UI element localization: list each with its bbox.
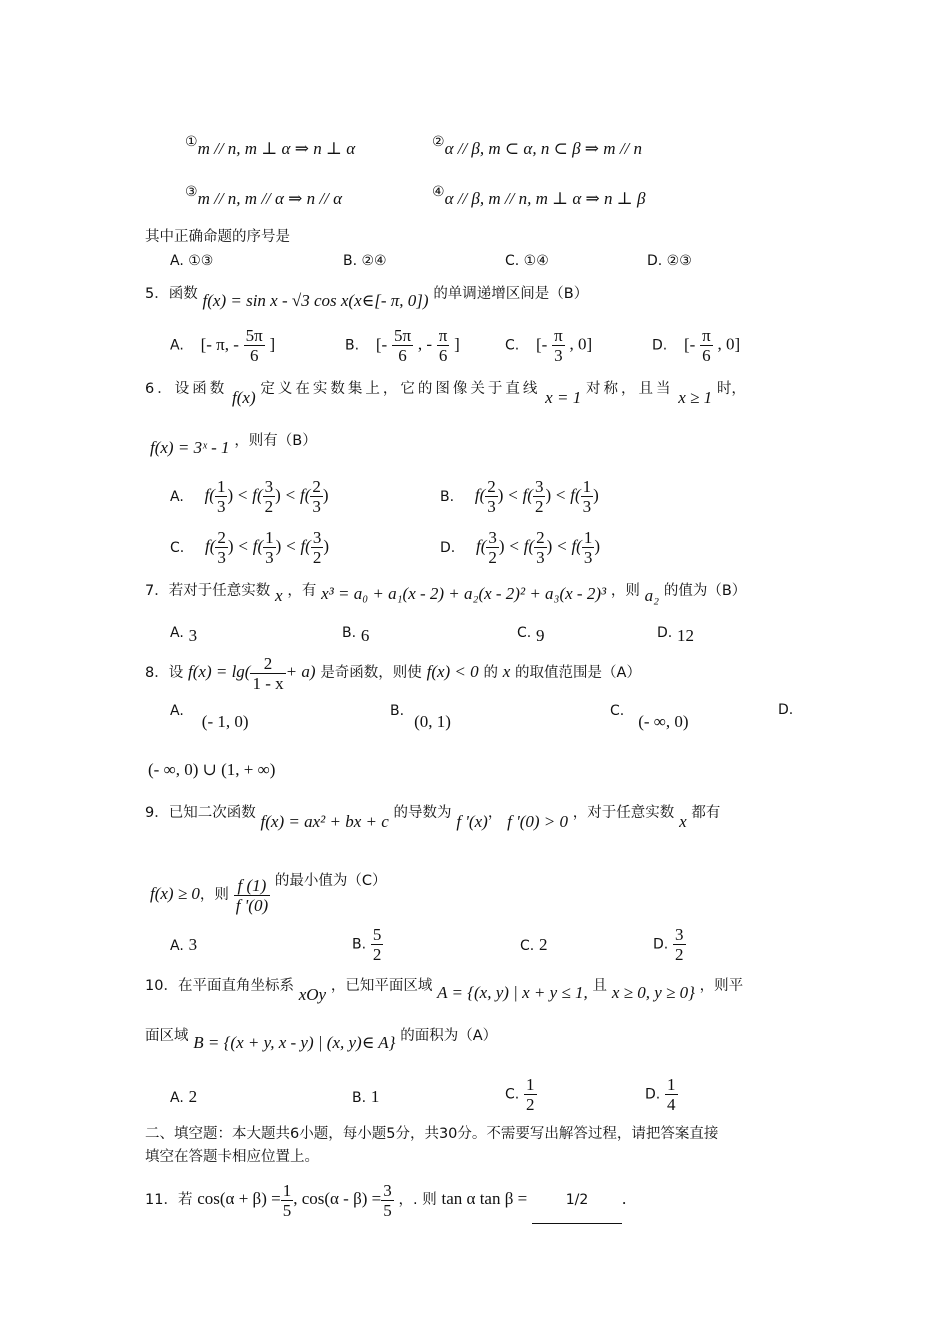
q9-d-num: 3 — [675, 925, 684, 944]
q7-option-a — [170, 622, 198, 645]
q6-d-f1: f( — [476, 536, 487, 556]
q8-label-b: B. — [390, 703, 405, 719]
q5-d-num: π — [702, 326, 711, 345]
q6-d-c1: ) — [498, 536, 505, 556]
q10-c-den: 2 — [526, 1095, 535, 1114]
q6-d-n3: 1 — [583, 528, 593, 547]
q9-expr: f(x) = ax² + bx + c — [260, 812, 389, 831]
q6-d-f3: f( — [571, 536, 582, 556]
q7-stem — [145, 580, 747, 605]
q11-dot: . — [622, 1189, 627, 1208]
q6-a-c1: ) — [227, 485, 234, 505]
q9-b-den: 2 — [372, 945, 382, 964]
q11-answer-blank: 1/2 — [532, 1177, 622, 1224]
q9-mid: 的导数为 — [393, 805, 452, 821]
q6-option-c — [170, 528, 329, 567]
q5-pre: 5．函数 — [145, 286, 198, 302]
q7-option-b — [342, 622, 370, 645]
q5-a-num: 5π — [245, 326, 263, 345]
q8-label-d: D. — [778, 702, 794, 718]
q6-c-lt1: < — [238, 536, 248, 556]
q6-pre: 6．设函数 — [145, 381, 228, 397]
q6-d-frac3 — [582, 528, 595, 567]
q6-a-frac3 — [310, 477, 323, 516]
prop-expr-2: α // β, m ⊂ α, n ⊂ β ⇒ m // n — [444, 139, 643, 158]
q9-post: 都有 — [691, 805, 721, 821]
q5-d-open: [- — [684, 334, 696, 354]
q6-x1: x = 1 — [545, 388, 582, 407]
proposition-4 — [432, 182, 646, 209]
q7-label-c: C. — [517, 625, 532, 641]
q8-value-b: (0, 1) — [414, 712, 451, 731]
prop-num-3: ③ — [185, 184, 198, 200]
q9-x: x — [679, 812, 687, 831]
q6-c-c2: ) — [275, 536, 282, 556]
q4-option-d: D. ②③ — [647, 253, 692, 269]
q8-post: 的取值范围是（A） — [515, 665, 641, 681]
q6-a-n2: 3 — [264, 477, 274, 496]
q9-value-a: 3 — [188, 935, 198, 954]
q6-c-frac1 — [215, 528, 228, 567]
q6-mid: 定义在实数集上，它的图像关于直线 — [260, 381, 541, 397]
q6-a-d3: 3 — [312, 497, 321, 516]
q6-d-n1: 3 — [488, 528, 497, 547]
q11-stem — [145, 1176, 626, 1224]
q8-xx: x — [502, 662, 511, 681]
q9-frac — [234, 876, 270, 915]
q6-d-n2: 2 — [536, 528, 545, 547]
q9-fp: f '(x) — [456, 812, 488, 831]
q6-line2 — [150, 430, 317, 457]
q9-d-frac — [673, 925, 686, 964]
q5-c-den: 3 — [554, 346, 563, 365]
q5-option-d — [652, 326, 740, 365]
q7-mid2: ，则 — [610, 583, 640, 599]
q6-a-c2: ) — [275, 485, 281, 505]
q7-label-b: B. — [342, 625, 357, 641]
q10-line2 — [145, 1025, 498, 1052]
prop-expr-3: m // n, m // α ⇒ n // α — [197, 189, 343, 208]
q8-stem — [145, 650, 641, 695]
q5-b-frac1 — [392, 326, 413, 365]
q8-frac — [250, 654, 285, 693]
q5-post: 的单调递增区间是（B） — [433, 286, 589, 302]
q5-b-den2: 6 — [438, 346, 448, 365]
q10-option-c — [505, 1075, 537, 1114]
q6-a-d2: 2 — [264, 497, 274, 516]
q6-a-f2: f( — [252, 485, 263, 505]
q10-option-a — [170, 1087, 197, 1107]
q6-c-f3: f( — [300, 536, 311, 556]
q5-option-a — [170, 326, 275, 365]
q8-pre: 8．设 — [145, 665, 184, 681]
q6-d-lt1: < — [509, 536, 519, 556]
q6-stem — [145, 378, 746, 407]
q9-mid2: ，对于任意实数 — [572, 805, 675, 821]
q6-a-f1: f( — [204, 485, 215, 505]
q6-end: 时， — [716, 381, 746, 397]
q11-pre: 11．若 — [145, 1192, 193, 1208]
q10-value-a: 2 — [188, 1087, 198, 1106]
q5-c-num: π — [554, 326, 563, 345]
q6-a-frac1 — [215, 477, 228, 516]
q6-option-b — [440, 477, 599, 516]
q7-option-d — [657, 622, 695, 645]
q9-label-a: A. — [170, 938, 184, 954]
q9-option-c — [520, 935, 548, 955]
q6-d-frac2 — [534, 528, 547, 567]
q11-n1: 1 — [282, 1180, 292, 1200]
q6-c-d3: 2 — [312, 548, 322, 567]
q5-b-num1: 5π — [393, 326, 412, 345]
q6-label-a: A. — [170, 488, 184, 505]
q10-cond: x ≥ 0, y ≥ 0} — [611, 983, 695, 1002]
q10-option-b — [352, 1087, 379, 1107]
q5-b-open: [- — [375, 334, 388, 354]
q7-x: x — [275, 586, 283, 605]
q8-expr1: f(x) = lg( — [188, 662, 251, 681]
q5-b-sep: , - — [417, 334, 432, 354]
q4-option-c: C. ①④ — [505, 253, 549, 269]
q8-expr3: f(x) < 0 — [426, 662, 479, 681]
q5-label-a: A. — [170, 337, 184, 354]
q6-b-n1: 2 — [487, 477, 496, 496]
q5-b-num2: π — [438, 326, 448, 345]
q6-b-lt2: < — [555, 485, 566, 505]
q9-value-c: 2 — [539, 935, 548, 954]
q10-l2b: 的面积为（A） — [400, 1028, 498, 1044]
q6-c-c3: ) — [323, 536, 330, 556]
q6-b-d2: 2 — [534, 497, 544, 516]
q6-fx-def: f(x) = 3ˣ - 1 — [150, 438, 230, 457]
q11-e3: tan α tan β = — [441, 1189, 528, 1208]
q9-option-a — [170, 935, 197, 955]
q6-fx: f(x) — [232, 388, 256, 407]
q5-d-den: 6 — [702, 346, 711, 365]
q6-b-c1: ) — [497, 485, 504, 505]
q5-label-c: C. — [505, 337, 520, 354]
q6-b-frac1 — [485, 477, 498, 516]
q10-option-d — [645, 1075, 678, 1114]
q9-label-c: C. — [520, 938, 535, 954]
q5-option-c — [505, 326, 592, 365]
q6-label-d: D. — [440, 539, 456, 556]
q6-a-d1: 3 — [216, 497, 226, 516]
q6-label-b: B. — [440, 488, 455, 505]
q10-l2a: 面区域 — [145, 1028, 189, 1044]
q8-label-c: C. — [610, 703, 625, 719]
q10-qie: 且 — [592, 978, 608, 994]
q10-d-frac — [665, 1075, 678, 1114]
q7-value-d: 12 — [677, 626, 695, 645]
q6-c-n1: 2 — [217, 528, 226, 547]
q9-l2b: ，则 — [199, 887, 229, 903]
q6-then: ，则有（B） — [234, 433, 317, 449]
q11-mid: ，. 则 — [398, 1192, 437, 1208]
q9-d-den: 2 — [675, 945, 684, 964]
q6-option-d — [440, 528, 600, 567]
q5-a-den: 6 — [249, 346, 259, 365]
q9-option-b — [352, 925, 383, 964]
q7-a2: a₂ — [644, 586, 660, 605]
q8-option-c — [610, 700, 689, 731]
q9-line2 — [150, 858, 387, 918]
q6-b-f1: f( — [474, 485, 486, 505]
q6-b-n3: 1 — [582, 477, 592, 496]
q9-b-num: 5 — [372, 925, 382, 944]
q6-d-d3: 3 — [583, 548, 593, 567]
q6-d-d2: 3 — [536, 548, 545, 567]
q6-c-frac3 — [311, 528, 324, 567]
q4-option-b: B. ②④ — [343, 253, 387, 269]
q7-value-a: 3 — [188, 626, 198, 645]
q5-d-frac — [700, 326, 713, 365]
q5-c-open: [- — [536, 334, 548, 354]
prop-expr-4: α // β, m // n, m ⊥ α ⇒ n ⊥ β — [444, 189, 646, 208]
q10-label-b: B. — [352, 1090, 367, 1106]
q6-c-d2: 3 — [265, 548, 274, 567]
q11-e2: , cos(α - β) = — [293, 1189, 382, 1208]
q8-expr2: + a) — [285, 662, 316, 681]
q10-setA: A = {(x, y) | x + y ≤ 1, — [437, 983, 588, 1002]
q6-c-c1: ) — [227, 536, 234, 556]
q6-d-c3: ) — [594, 536, 601, 556]
q11-frac1 — [281, 1181, 294, 1220]
q6-b-n2: 3 — [534, 477, 544, 496]
q8-value-a: (- 1, 0) — [201, 712, 249, 731]
q6-option-a — [170, 477, 329, 516]
q6-d-lt2: < — [557, 536, 567, 556]
q6-c-lt2: < — [286, 536, 296, 556]
q6-a-lt2: < — [285, 485, 296, 505]
q6-a-n3: 2 — [312, 477, 321, 496]
q9-label-d: D. — [653, 936, 669, 953]
q9-comma: ， — [487, 805, 503, 821]
proposition-3 — [185, 182, 342, 209]
q5-c-close: , 0] — [569, 334, 593, 354]
q4-option-a: A. ①③ — [170, 253, 214, 269]
q6-b-d1: 3 — [487, 497, 496, 516]
q6-d-c2: ) — [546, 536, 553, 556]
q11-d1: 5 — [282, 1200, 292, 1220]
q10-label-c: C. — [505, 1086, 520, 1103]
q6-b-frac2 — [533, 477, 546, 516]
q9-fden: f '(0) — [235, 895, 269, 915]
q10-stem — [145, 975, 744, 1004]
q10-c-frac — [524, 1075, 537, 1114]
q10-value-b: 1 — [370, 1087, 380, 1106]
prop-num-4: ④ — [432, 184, 445, 200]
q6-c-f2: f( — [252, 536, 264, 556]
q10-mid: ，已知平面区域 — [330, 978, 433, 994]
q9-stem — [145, 802, 721, 831]
q10-d-den: 4 — [667, 1095, 676, 1114]
section2-heading-line1: 二、填空题：本大题共6小题，每小题5分，共30分。不需要写出解答过程，请把答案直接 — [145, 1126, 719, 1142]
q6-b-f2: f( — [522, 485, 533, 505]
q8-option-d-value — [148, 760, 275, 780]
q5-a-frac — [244, 326, 265, 365]
q6-b-lt1: < — [508, 485, 518, 505]
prop-num-1: ① — [185, 134, 198, 150]
q6-a-n1: 1 — [216, 477, 226, 496]
q6-b-f3: f( — [570, 485, 581, 505]
q10-d-num: 1 — [667, 1075, 676, 1094]
q7-option-c — [517, 622, 545, 645]
q5-label-d: D. — [652, 337, 668, 354]
q8-mid: 是奇函数，则使 — [320, 665, 422, 681]
q9-option-d — [653, 925, 686, 964]
q6-mid2: 对称，且当 — [585, 381, 674, 397]
q11-d2: 5 — [383, 1200, 392, 1220]
q6-d-f2: f( — [523, 536, 535, 556]
q10-c-num: 1 — [526, 1075, 535, 1094]
q7-post: 的值为（B） — [663, 583, 747, 599]
proposition-1 — [185, 132, 355, 159]
q9-fnum: f (1) — [234, 876, 270, 896]
q10-xoy: xOy — [298, 985, 327, 1004]
q9-label-b: B. — [352, 936, 367, 953]
q7-expr: x³ = a₀ + a₁(x - 2) + a₂(x - 2)² + a₃(x - 2)³ — [321, 584, 607, 603]
q5-stem — [145, 283, 589, 310]
q5-b-close: ] — [454, 334, 460, 354]
q11-e1: cos(α + β) = — [197, 1189, 281, 1208]
q8-den: 1 - x — [252, 673, 284, 693]
q4-stem: 其中正确命题的序号是 — [145, 229, 290, 245]
q6-b-c2: ) — [545, 485, 552, 505]
q9-l2a: f(x) ≥ 0 — [150, 884, 200, 903]
q6-c-n2: 1 — [265, 528, 274, 547]
q8-option-a — [170, 700, 249, 731]
q5-expr: f(x) = sin x - √3 cos x(x∈[- π, 0]) — [202, 291, 429, 310]
section2-heading-line2: 填空在答题卡相应位置上。 — [145, 1149, 319, 1165]
q9-b-frac — [371, 925, 384, 964]
prop-num-2: ② — [432, 134, 445, 150]
q11-frac2 — [381, 1181, 394, 1220]
q7-value-b: 6 — [360, 626, 370, 645]
q6-a-f3: f( — [300, 485, 311, 505]
q10-label-d: D. — [645, 1086, 661, 1103]
q8-value-d: (- ∞, 0) ∪ (1, + ∞) — [148, 760, 276, 779]
q6-d-d1: 2 — [488, 548, 497, 567]
q6-a-frac2 — [263, 477, 276, 516]
q10-label-a: A. — [170, 1090, 184, 1106]
q5-a-open: [- π, - — [200, 334, 239, 354]
q6-x2: x ≥ 1 — [678, 388, 713, 407]
q8-option-d — [778, 700, 793, 718]
q6-c-f1: f( — [205, 536, 216, 556]
q5-label-b: B. — [345, 337, 360, 354]
q10-post: ，则平 — [699, 978, 744, 994]
q5-b-den1: 6 — [398, 346, 407, 365]
q7-value-c: 9 — [536, 626, 545, 645]
q8-value-c: (- ∞, 0) — [638, 712, 689, 731]
q6-d-frac1 — [486, 528, 499, 567]
q9-l2c: 的最小值为（C） — [274, 873, 387, 889]
prop-expr-1: m // n, m ⊥ α ⇒ n ⊥ α — [197, 139, 356, 158]
q6-c-n3: 3 — [312, 528, 322, 547]
q6-b-c3: ) — [593, 485, 599, 505]
q8-label-a: A. — [170, 703, 184, 719]
q5-d-close: , 0] — [717, 334, 741, 354]
q9-cond: f '(0) > 0 — [507, 812, 568, 831]
q10-setB: B = {(x + y, x - y) | (x, y)∈ A} — [193, 1033, 396, 1052]
q6-label-c: C. — [170, 539, 185, 556]
q8-option-b — [390, 700, 451, 731]
q10-pre: 10．在平面直角坐标系 — [145, 978, 294, 994]
q7-mid: ，有 — [287, 583, 317, 599]
proposition-2 — [432, 132, 642, 159]
q5-option-b — [345, 326, 460, 365]
q6-b-frac3 — [581, 477, 594, 516]
q6-a-lt1: < — [237, 485, 248, 505]
q5-b-frac2 — [437, 326, 450, 365]
q8-mid2: 的 — [483, 665, 498, 681]
q6-c-frac2 — [263, 528, 276, 567]
q6-a-c3: ) — [322, 485, 329, 505]
q7-label-a: A. — [170, 625, 184, 641]
q6-c-d1: 3 — [217, 548, 226, 567]
q7-label-d: D. — [657, 625, 673, 641]
q6-b-d3: 3 — [582, 497, 592, 516]
q9-pre: 9．已知二次函数 — [145, 805, 256, 821]
q8-num: 2 — [250, 654, 285, 674]
q11-n2: 3 — [383, 1180, 392, 1200]
q5-c-frac — [552, 326, 565, 365]
q5-a-close: ] — [269, 334, 276, 354]
q7-pre: 7．若对于任意实数 — [145, 583, 271, 599]
